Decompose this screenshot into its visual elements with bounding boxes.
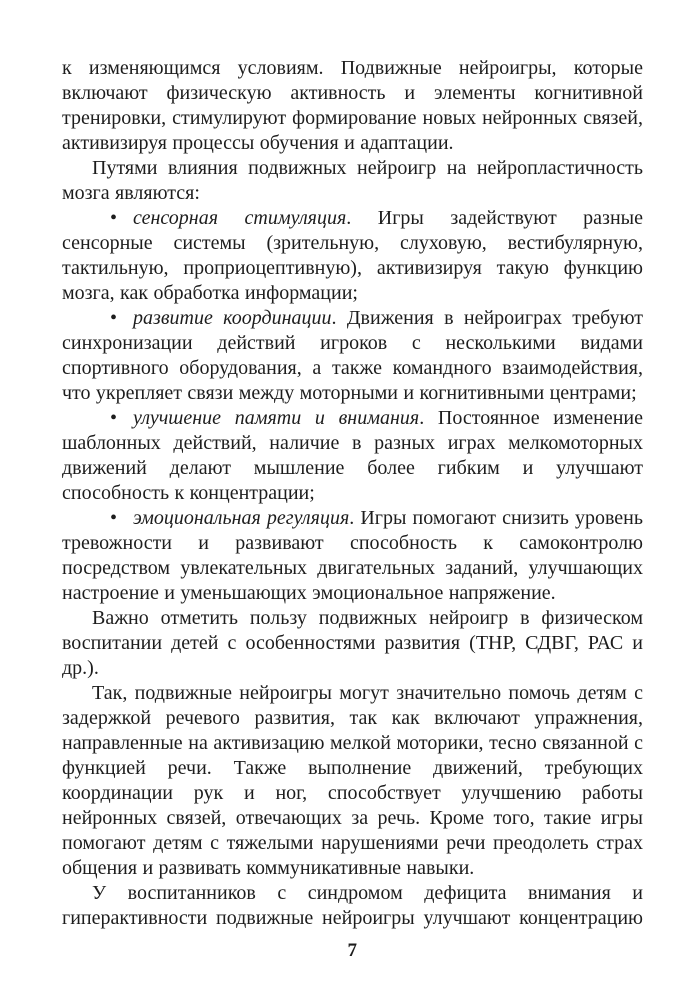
bullet-marker: • [110,207,118,229]
bullet-text: . Постоянное изменение шаблонных действий, наличие в разных играх мелкомоторных движений делают мышление более гибким и улучшают способность к концентрации; [62,407,643,504]
bullet-item [62,506,643,606]
body-paragraph: Важно отметить пользу подвижных нейроигр в физическом воспитании детей с особенностями развития (ТНР, СДВГ, РАС и др.). [62,607,643,679]
bullet-item [62,406,643,506]
bullet-lead-italic: улучшение памяти и внимания [133,407,420,429]
body-paragraph: Путями влияния подвижных нейроигр на нейропластичность мозга являются: [62,157,643,204]
body-paragraph: У воспитанников с синдромом дефицита внимания и гиперактивности подвижные нейроигры улучшают концентрацию [62,882,643,929]
bullet-lead-italic: сенсорная стимуляция [133,207,347,229]
bullet-lead-italic: эмоциональная регуляция [133,507,350,529]
bullet-marker: • [110,407,118,429]
page-text-column [62,56,643,963]
bullet-marker: • [110,307,118,329]
bullet-item [62,306,643,406]
bullet-marker: • [110,507,118,529]
bullet-text: . Игры помогают снизить уровень тревожности и развивают способность к самоконтролю посредством увлекательных двигательных заданий, улучшающих настроение и уменьшающих эмоциональное напряжение. [62,507,643,604]
body-paragraph: к изменяющимся условиям. Подвижные нейроигры, которые включают физическую активность и элементы когнитивной тренировки, стимулируют формирование новых нейронных связей, активизируя процессы обучения и адаптации. [62,57,643,154]
bullet-lead-italic: развитие координации [133,307,332,329]
bullet-text: . Движения в нейроиграх требуют синхронизации действий игроков с несколькими видами спортивного оборудования, а также командного взаимодействия, что укрепляет связи между моторными и когнитивными центрами; [62,307,643,404]
bullet-item [62,206,643,306]
page-number: 7 [347,940,358,961]
bullet-text: . Игры задействуют разные сенсорные системы (зрительную, слуховую, вестибулярную, тактильную, проприоцептивную), активизируя такую функцию мозга, как обработка информации; [62,207,643,304]
body-paragraph: Так, подвижные нейроигры могут значительно помочь детям с задержкой речевого развития, так как включают упражнения, направленные на активизацию мелкой моторики, тесно связанной с функцией речи. Также выполнение движений, требующих координации рук и ног, способствует улучшению работы нейронных связей, отвечающих за речь. Кроме того, такие игры помогают детям с тяжелыми нарушениями речи преодолеть страх общения и развивать коммуникативные навыки. [62,682,643,879]
